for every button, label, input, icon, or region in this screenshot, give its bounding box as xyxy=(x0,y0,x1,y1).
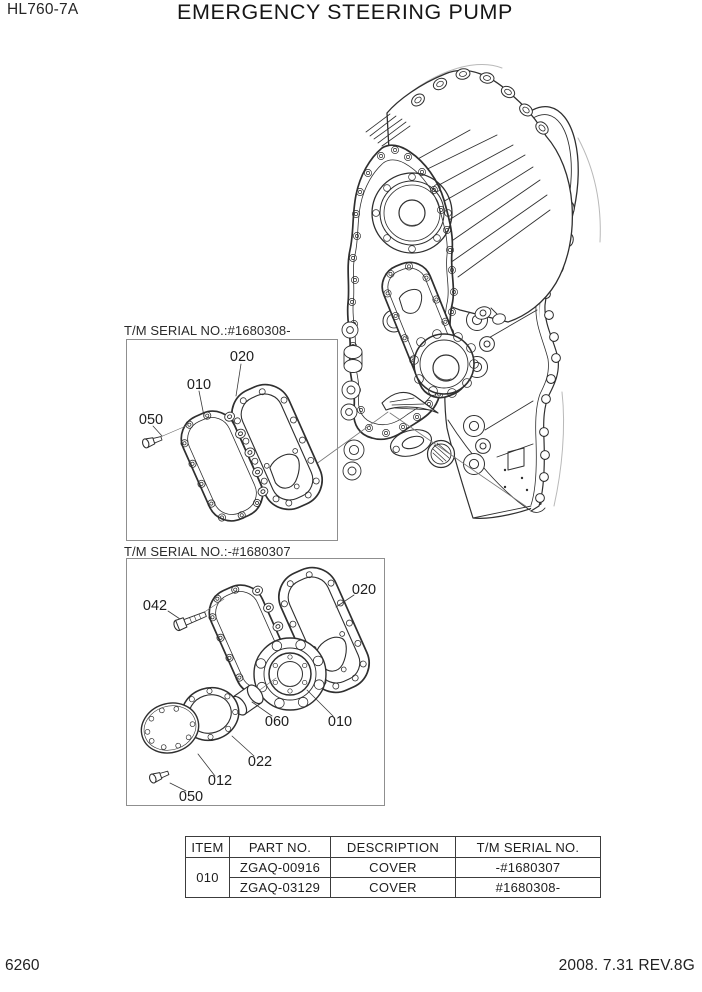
callout-060: 060 xyxy=(264,714,290,730)
cell-serial: #1680308- xyxy=(456,878,601,898)
page-number: 6260 xyxy=(5,957,40,974)
parts-table xyxy=(185,836,601,898)
callout-020: 020 xyxy=(229,349,255,365)
callout-012: 012 xyxy=(207,773,233,789)
page-title: EMERGENCY STEERING PUMP xyxy=(177,0,513,24)
callout-010: 010 xyxy=(327,714,353,730)
callout-050: 050 xyxy=(138,412,164,428)
revision-date: 2008. 7.31 REV.8G xyxy=(558,957,695,974)
table-row xyxy=(186,878,601,898)
callout-050: 050 xyxy=(178,789,204,805)
transmission-housing-drawing xyxy=(341,64,600,518)
box2-serial-label: T/M SERIAL NO.:-#1680307 xyxy=(124,544,291,559)
col-header-item: ITEM xyxy=(186,837,230,858)
cell-part-no: ZGAQ-00916 xyxy=(230,858,331,878)
cell-item-no: 010 xyxy=(186,858,230,898)
callout-042: 042 xyxy=(142,598,168,614)
callout-022: 022 xyxy=(247,754,273,770)
cell-description: COVER xyxy=(331,858,456,878)
reference-leader-lines xyxy=(312,412,527,507)
cell-description: COVER xyxy=(331,878,456,898)
cell-part-no: ZGAQ-03129 xyxy=(230,878,331,898)
col-header-description: DESCRIPTION xyxy=(331,837,456,858)
detail-box-late-serial xyxy=(126,339,338,541)
col-header-serial: T/M SERIAL NO. xyxy=(456,837,601,858)
parts-table-header-row xyxy=(186,837,601,858)
col-header-part-no: PART NO. xyxy=(230,837,331,858)
callout-020: 020 xyxy=(351,582,377,598)
table-row xyxy=(186,858,601,878)
box1-serial-label: T/M SERIAL NO.:#1680308- xyxy=(124,323,291,338)
callout-010: 010 xyxy=(186,377,212,393)
model-number: HL760-7A xyxy=(7,1,79,18)
cell-serial: -#1680307 xyxy=(456,858,601,878)
